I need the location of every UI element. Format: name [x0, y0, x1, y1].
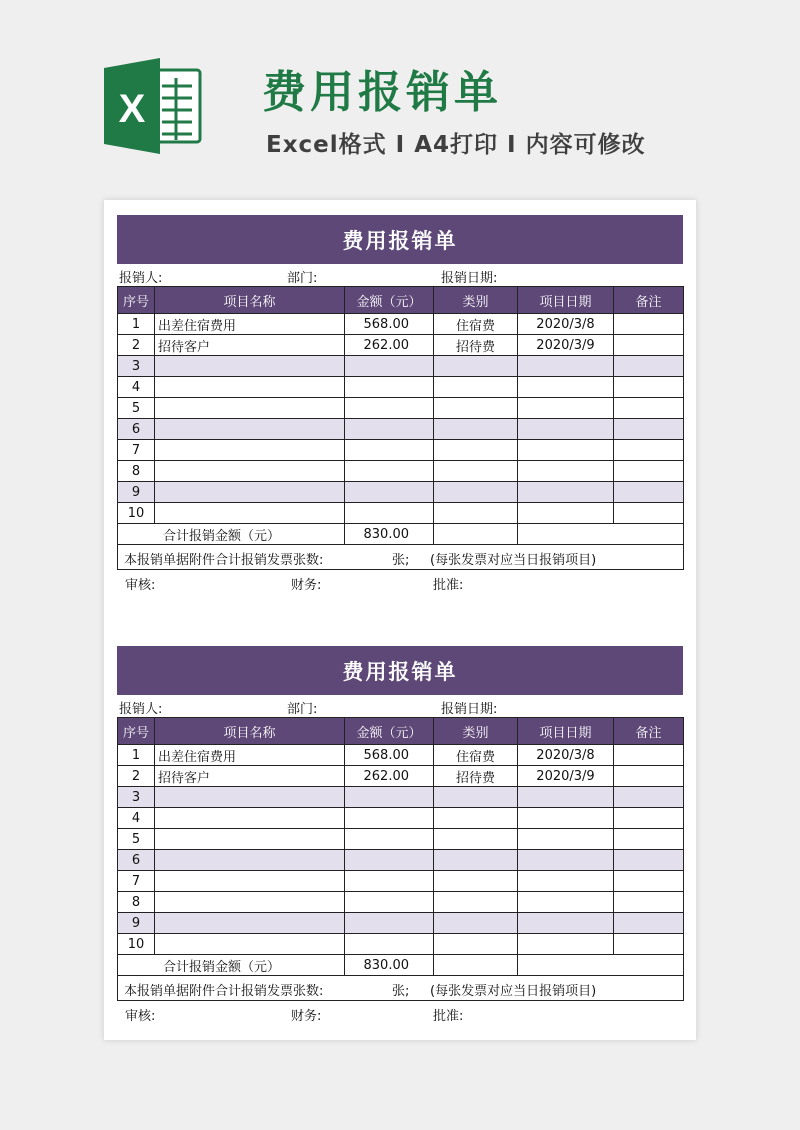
reporter-label: 报销人:	[119, 271, 163, 286]
cell-note[interactable]	[614, 850, 684, 871]
audit-label: 审核:	[125, 578, 156, 593]
cell-category[interactable]	[434, 829, 518, 850]
cell-no[interactable]: 8	[118, 461, 155, 482]
cell-category[interactable]	[434, 356, 518, 377]
cell-no[interactable]: 10	[118, 503, 155, 524]
table-header-row	[118, 718, 684, 745]
cell-item[interactable]: 招待客户	[155, 335, 345, 356]
cell-item[interactable]: 出差住宿费用	[155, 314, 345, 335]
cell-date[interactable]	[518, 808, 614, 829]
cell-date[interactable]	[518, 440, 614, 461]
cell-date[interactable]: 2020/3/9	[518, 766, 614, 787]
total-label: 合计报销金额（元）	[155, 524, 345, 545]
cell-category[interactable]: 住宿费	[434, 745, 518, 766]
cell-amount[interactable]	[345, 934, 434, 955]
column-header-category: 类别	[434, 287, 518, 314]
table-row	[118, 461, 684, 482]
approve-label: 批准:	[433, 1009, 464, 1024]
cell-no[interactable]: 6	[118, 419, 155, 440]
cell-item[interactable]	[155, 440, 345, 461]
cell-item[interactable]	[155, 850, 345, 871]
cell-item[interactable]	[155, 913, 345, 934]
cell-category[interactable]	[434, 377, 518, 398]
cell-amount[interactable]	[345, 850, 434, 871]
cell-date[interactable]	[518, 892, 614, 913]
cell-no[interactable]: 5	[118, 398, 155, 419]
cell-note[interactable]	[614, 787, 684, 808]
cell-no[interactable]: 5	[118, 829, 155, 850]
cell-item[interactable]	[155, 892, 345, 913]
expense-table	[117, 717, 684, 1001]
cell-amount[interactable]: 568.00	[345, 745, 434, 766]
table-row	[118, 398, 684, 419]
cell-no[interactable]: 6	[118, 850, 155, 871]
cell-item[interactable]	[155, 398, 345, 419]
cell-amount[interactable]	[345, 419, 434, 440]
cell-amount[interactable]: 262.00	[345, 766, 434, 787]
column-header-date: 项目日期	[518, 287, 614, 314]
cell-category[interactable]	[434, 871, 518, 892]
cell-no[interactable]: 3	[118, 356, 155, 377]
cell-no[interactable]: 4	[118, 377, 155, 398]
cell-no[interactable]: 2	[118, 766, 155, 787]
cell-date[interactable]	[518, 934, 614, 955]
cell-amount[interactable]	[345, 829, 434, 850]
cell-note[interactable]	[614, 503, 684, 524]
cell-note[interactable]	[614, 398, 684, 419]
cell-category[interactable]	[434, 482, 518, 503]
cell-date[interactable]	[518, 482, 614, 503]
cell-item[interactable]	[155, 419, 345, 440]
cell-item[interactable]: 出差住宿费用	[155, 745, 345, 766]
cell-note[interactable]	[614, 335, 684, 356]
cell-date[interactable]	[518, 419, 614, 440]
department-label: 部门:	[287, 702, 318, 717]
column-header-amount: 金额（元）	[345, 718, 434, 745]
cell-date[interactable]	[518, 829, 614, 850]
cell-item[interactable]	[155, 356, 345, 377]
cell-category[interactable]	[434, 398, 518, 419]
cell-amount[interactable]	[345, 808, 434, 829]
cell-note[interactable]	[614, 829, 684, 850]
cell-amount[interactable]	[345, 871, 434, 892]
cell-date[interactable]: 2020/3/8	[518, 314, 614, 335]
cell-item[interactable]	[155, 787, 345, 808]
cell-no[interactable]: 3	[118, 787, 155, 808]
cell-item[interactable]	[155, 934, 345, 955]
department-label: 部门:	[287, 271, 318, 286]
cell-no[interactable]: 8	[118, 892, 155, 913]
cell-no[interactable]: 1	[118, 314, 155, 335]
cell-amount[interactable]	[345, 398, 434, 419]
audit-label: 审核:	[125, 1009, 156, 1024]
table-row	[118, 808, 684, 829]
cell-category[interactable]: 住宿费	[434, 314, 518, 335]
signature-row	[117, 1001, 683, 1023]
approve-label: 批准:	[433, 578, 464, 593]
table-row	[118, 419, 684, 440]
cell-item[interactable]	[155, 377, 345, 398]
finance-label: 财务:	[291, 578, 322, 593]
cell-amount[interactable]: 262.00	[345, 335, 434, 356]
total-amount[interactable]: 830.00	[345, 955, 434, 976]
table-row	[118, 829, 684, 850]
cell-note[interactable]	[614, 356, 684, 377]
cell-item[interactable]	[155, 503, 345, 524]
column-header-item: 项目名称	[155, 718, 345, 745]
report-date-label: 报销日期:	[441, 271, 498, 286]
table-row	[118, 377, 684, 398]
cell-date[interactable]	[518, 461, 614, 482]
sheets-label: 张;	[392, 553, 410, 568]
column-header-no: 序号	[118, 718, 155, 745]
table-row	[118, 892, 684, 913]
attachment-label: 本报销单据附件合计报销发票张数:	[124, 553, 324, 568]
cell-amount[interactable]	[345, 913, 434, 934]
page-title: 费用报销单	[262, 67, 502, 118]
signature-row	[117, 570, 683, 592]
total-amount[interactable]: 830.00	[345, 524, 434, 545]
cell-amount[interactable]	[345, 503, 434, 524]
cell-item[interactable]	[155, 871, 345, 892]
cell-note[interactable]	[614, 871, 684, 892]
cell-no[interactable]: 10	[118, 934, 155, 955]
cell-no[interactable]: 9	[118, 482, 155, 503]
column-header-category: 类别	[434, 718, 518, 745]
cell-no[interactable]: 4	[118, 808, 155, 829]
column-header-note: 备注	[614, 718, 684, 745]
cell-date[interactable]: 2020/3/8	[518, 745, 614, 766]
cell-no[interactable]: 2	[118, 335, 155, 356]
cell-note[interactable]	[614, 419, 684, 440]
cell-amount[interactable]	[345, 787, 434, 808]
expense-form-1	[117, 215, 683, 592]
column-header-item: 项目名称	[155, 287, 345, 314]
cell-category[interactable]	[434, 808, 518, 829]
cell-amount[interactable]: 568.00	[345, 314, 434, 335]
cell-no[interactable]: 7	[118, 871, 155, 892]
excel-logo-letter: X	[118, 87, 146, 131]
cell-category[interactable]	[434, 934, 518, 955]
cell-category[interactable]	[434, 892, 518, 913]
form-title: 费用报销单	[117, 646, 683, 695]
cell-date[interactable]	[518, 356, 614, 377]
cell-category[interactable]	[434, 419, 518, 440]
cell-date[interactable]: 2020/3/9	[518, 335, 614, 356]
cell-note[interactable]	[614, 314, 684, 335]
cell-amount[interactable]	[345, 356, 434, 377]
cell-note[interactable]	[614, 440, 684, 461]
page-subtitle: Excel格式 I A4打印 I 内容可修改	[266, 132, 646, 158]
table-row	[118, 335, 684, 356]
cell-category[interactable]	[434, 440, 518, 461]
attachment-row	[118, 976, 684, 1001]
cell-date[interactable]	[518, 503, 614, 524]
cell-amount[interactable]	[345, 461, 434, 482]
total-row	[118, 955, 684, 976]
table-row	[118, 766, 684, 787]
cell-note[interactable]	[614, 766, 684, 787]
table-header-row	[118, 287, 684, 314]
column-header-amount: 金额（元）	[345, 287, 434, 314]
attachment-label: 本报销单据附件合计报销发票张数:	[124, 984, 324, 999]
cell-note[interactable]	[614, 808, 684, 829]
table-row	[118, 482, 684, 503]
cell-no[interactable]: 1	[118, 745, 155, 766]
cell-date[interactable]	[518, 913, 614, 934]
cell-category[interactable]: 招待费	[434, 766, 518, 787]
cell-category[interactable]: 招待费	[434, 335, 518, 356]
attachment-row	[118, 545, 684, 570]
cell-note[interactable]	[614, 934, 684, 955]
table-row	[118, 787, 684, 808]
cell-category[interactable]	[434, 503, 518, 524]
cell-note[interactable]	[614, 892, 684, 913]
cell-no[interactable]: 7	[118, 440, 155, 461]
report-date-label: 报销日期:	[441, 702, 498, 717]
table-row	[118, 745, 684, 766]
cell-note[interactable]	[614, 482, 684, 503]
form-title: 费用报销单	[117, 215, 683, 264]
cell-item[interactable]	[155, 829, 345, 850]
cell-item[interactable]	[155, 482, 345, 503]
sheets-label: 张;	[392, 984, 410, 999]
cell-amount[interactable]	[345, 482, 434, 503]
cell-note[interactable]	[614, 377, 684, 398]
cell-amount[interactable]	[345, 892, 434, 913]
table-row	[118, 871, 684, 892]
cell-note[interactable]	[614, 745, 684, 766]
cell-date[interactable]	[518, 871, 614, 892]
attachment-note: (每张发票对应当日报销项目)	[430, 984, 597, 999]
cell-amount[interactable]	[345, 440, 434, 461]
cell-item[interactable]: 招待客户	[155, 766, 345, 787]
cell-category[interactable]	[434, 913, 518, 934]
column-header-no: 序号	[118, 287, 155, 314]
expense-table	[117, 286, 684, 570]
cell-date[interactable]	[518, 377, 614, 398]
cell-date[interactable]	[518, 850, 614, 871]
table-row	[118, 913, 684, 934]
cell-note[interactable]	[614, 913, 684, 934]
table-row	[118, 503, 684, 524]
cell-category[interactable]	[434, 461, 518, 482]
cell-category[interactable]	[434, 787, 518, 808]
info-row	[117, 695, 683, 717]
table-row	[118, 934, 684, 955]
cell-item[interactable]	[155, 808, 345, 829]
cell-no[interactable]: 9	[118, 913, 155, 934]
table-row	[118, 440, 684, 461]
attachment-note: (每张发票对应当日报销项目)	[430, 553, 597, 568]
cell-date[interactable]	[518, 787, 614, 808]
total-row	[118, 524, 684, 545]
column-header-date: 项目日期	[518, 718, 614, 745]
table-row	[118, 850, 684, 871]
reporter-label: 报销人:	[119, 702, 163, 717]
paper-sheet	[104, 200, 696, 1040]
finance-label: 财务:	[291, 1009, 322, 1024]
info-row	[117, 264, 683, 286]
cell-item[interactable]	[155, 461, 345, 482]
cell-note[interactable]	[614, 461, 684, 482]
table-row	[118, 314, 684, 335]
excel-logo-icon	[100, 56, 210, 156]
cell-amount[interactable]	[345, 377, 434, 398]
table-row	[118, 356, 684, 377]
total-label: 合计报销金额（元）	[155, 955, 345, 976]
column-header-note: 备注	[614, 287, 684, 314]
cell-category[interactable]	[434, 850, 518, 871]
expense-form-2	[117, 646, 683, 1023]
cell-date[interactable]	[518, 398, 614, 419]
